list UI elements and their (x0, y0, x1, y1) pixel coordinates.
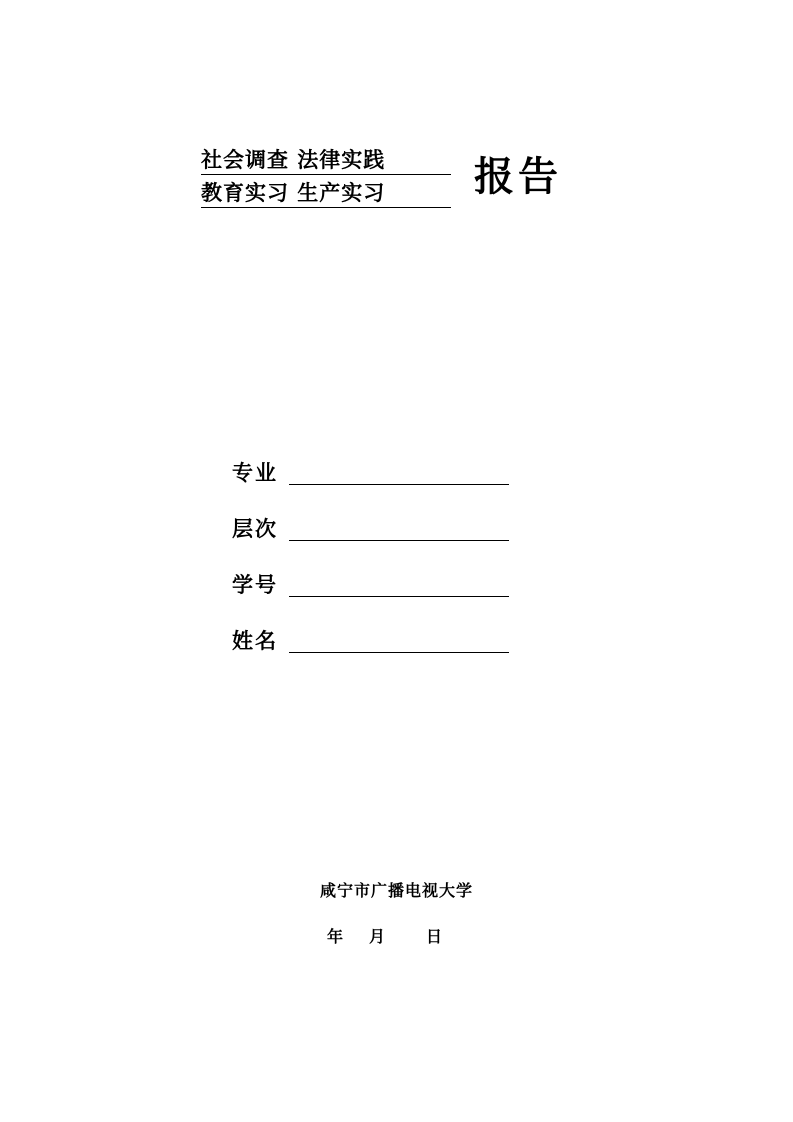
student-id-field (232, 571, 522, 601)
date-year-label: 年 (327, 927, 344, 946)
date-day-label: 日 (426, 927, 443, 946)
level-blank-line[interactable] (289, 540, 509, 541)
major-field (232, 459, 522, 489)
report-type-line-1: 社会调查 法律实践 (201, 147, 386, 172)
title-underline-1 (201, 174, 451, 175)
major-blank-line[interactable] (289, 484, 509, 485)
level-field (232, 515, 522, 545)
school-name: 咸宁市广播电视大学 (319, 881, 473, 900)
student-id-label: 学号 (232, 572, 278, 597)
cover-title-block (201, 145, 601, 215)
student-id-blank-line[interactable] (289, 596, 509, 597)
name-field (232, 627, 522, 657)
date-month-label: 月 (369, 927, 386, 946)
report-title: 报告 (474, 153, 562, 200)
report-type-line-2: 教育实习 生产实习 (201, 180, 386, 205)
name-blank-line[interactable] (289, 652, 509, 653)
level-label: 层次 (232, 516, 278, 541)
title-underline-2 (201, 207, 451, 208)
name-label: 姓名 (232, 628, 278, 653)
major-label: 专业 (232, 460, 278, 485)
